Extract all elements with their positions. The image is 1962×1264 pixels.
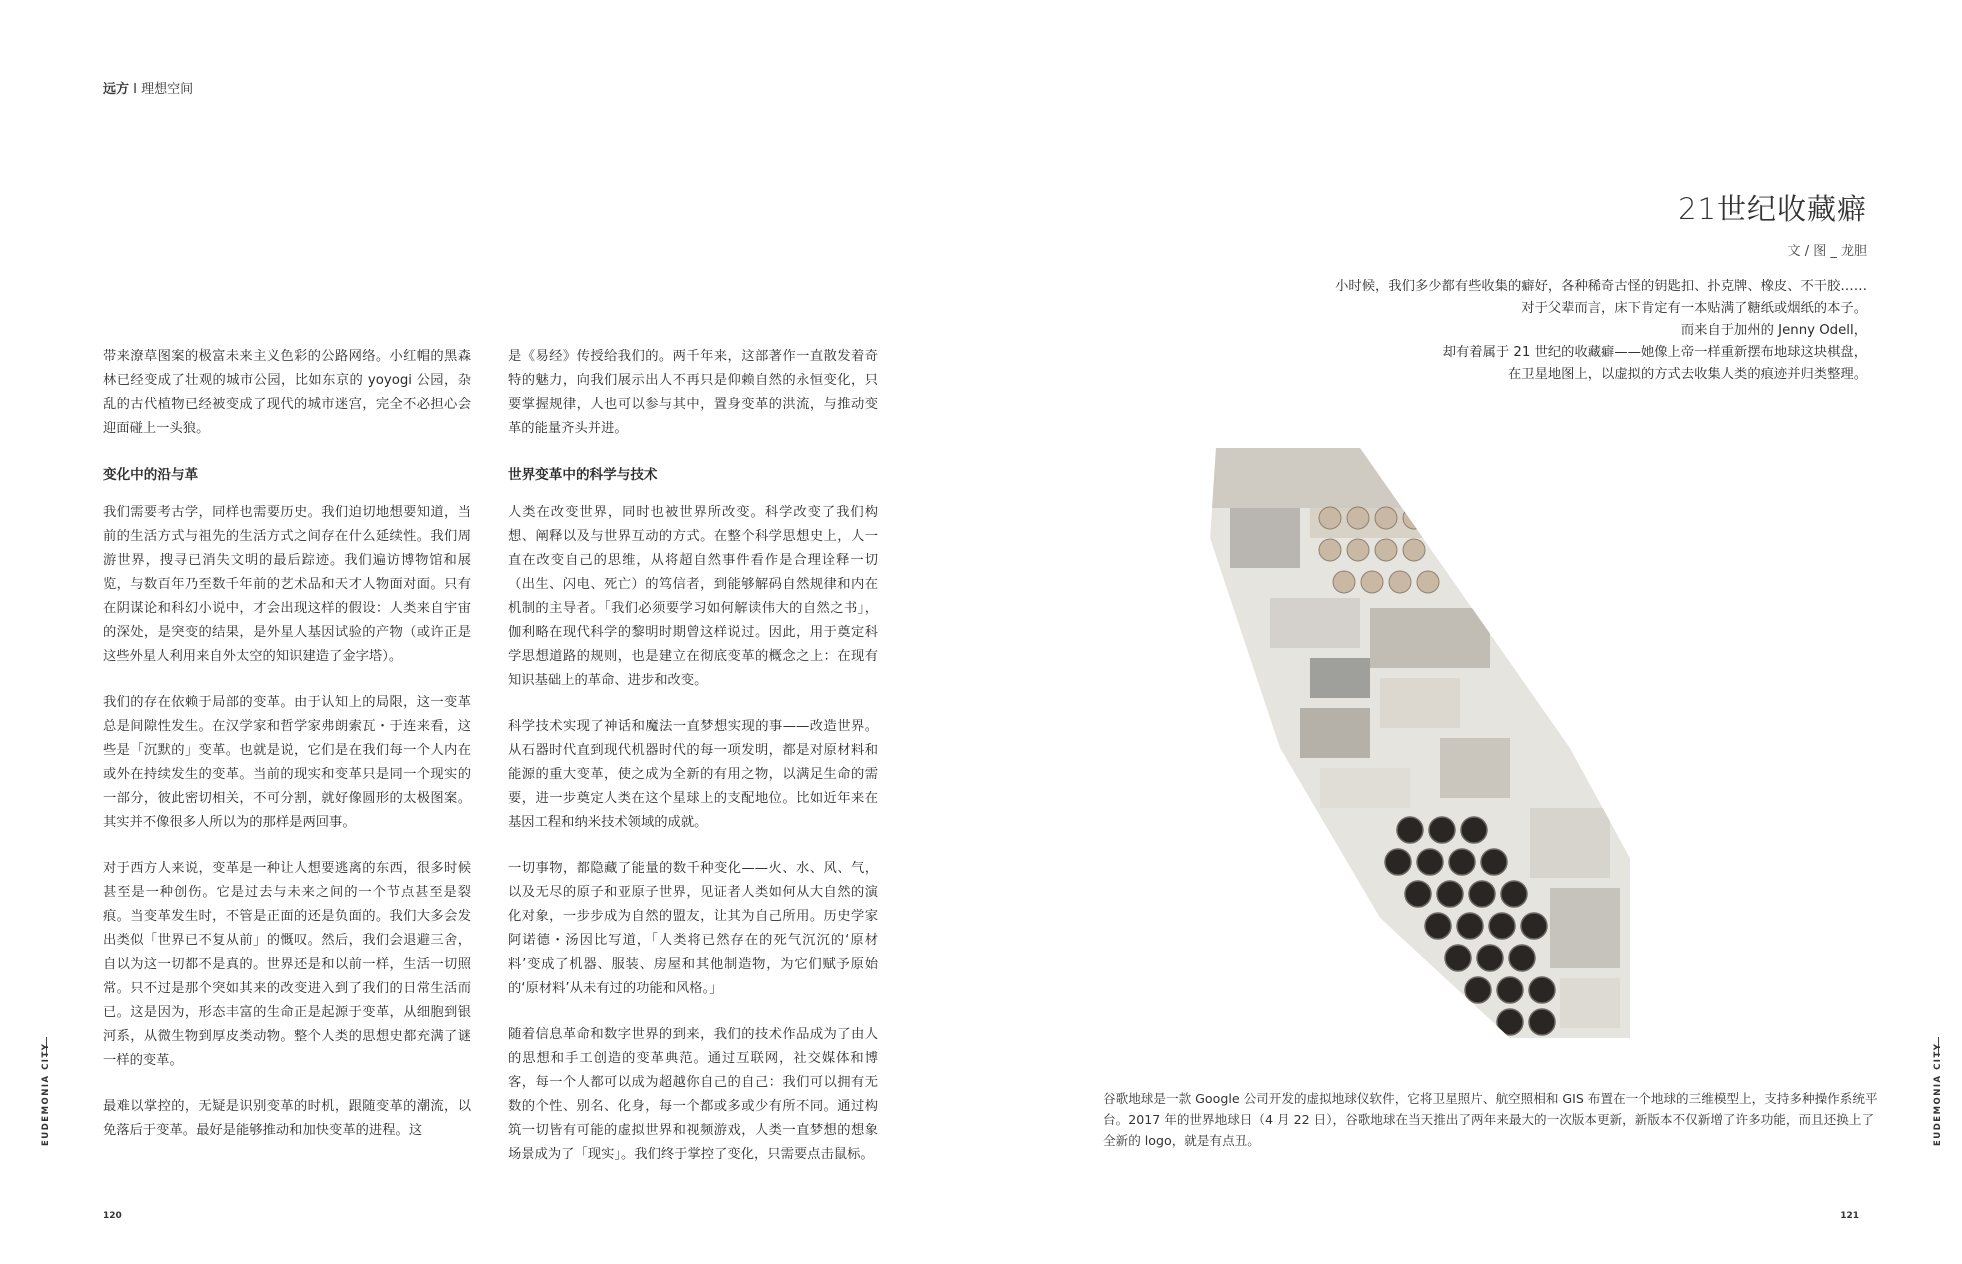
image-caption: 谷歌地球是一款 Google 公司开发的虚拟地球仪软件，它将卫星照片、航空照相和 GIS 布置在一个地球的三维模型上，支持多种操作系统平台。2017 年的世界地球日（4 月 22 日），谷歌地球在当天推出了两年来最大的一次版本更新，新版本不仅新增了许多功能，而且还换上了全新的 logo，就是有点丑。 xyxy=(1103,1091,1878,1148)
page-number-left: 120 xyxy=(103,1211,122,1221)
subsection-name: 理想空间 xyxy=(141,82,194,97)
section-heading: 变化中的沿与革 xyxy=(103,467,199,483)
section-heading: 世界变革中的科学与技术 xyxy=(508,467,658,483)
intro-line: 小时候，我们多少都有些收集的癖好，各种稀奇古怪的钥匙扣、扑克牌、橡皮、不干胶…… xyxy=(1335,279,1867,294)
paragraph: 一切事物，都隐藏了能量的数千种变化——火、水、风、气，以及无尽的原子和亚原子世界，见证者人类如何从大自然的演化对象，一步步成为自然的盟友，让其为自己所用。历史学家阿诺德・汤因比写道，「人类将已然存在的死气沉沉的‘原材料’变成了机器、服装、房屋和其他制造物，为它们赋予原始的‘原材料’从未有过的功能和风格。」 xyxy=(508,861,878,996)
intro-line: 在卫星地图上，以虚拟的方式去收集人类的痕迹并归类整理。 xyxy=(1507,367,1867,382)
side-tab-left: EUDEMONIA CITY xyxy=(41,1042,51,1146)
paragraph: 是《易经》传授给我们的。两千年来，这部著作一直散发着奇特的魅力，向我们展示出人不再只是仰赖自然的永恒变化，只要掌握规律，人也可以参与其中，置身变革的洪流，与推动变革的能量齐头并进。 xyxy=(508,349,878,436)
side-tab-right: EUDEMONIA CITY xyxy=(1933,1042,1943,1146)
intro-line: 对于父辈而言，床下肯定有一本贴满了糖纸或烟纸的本子。 xyxy=(1521,301,1867,316)
paragraph: 我们需要考古学，同样也需要历史。我们迫切地想要知道，当前的生活方式与祖先的生活方式之间存在什么延续性。我们周游世界，搜寻已消失文明的最后踪迹。我们遍访博物馆和展览，与数百年乃至数千年前的艺术品和天才人物面对面。只有在阴谋论和科幻小说中，才会出现这样的假设：人类来自宇宙的深处，是突变的结果，是外星人基因试验的产物（或许正是这些外星人利用来自外太空的知识建造了金字塔）。 xyxy=(103,505,471,664)
byline: 文 / 图 _ 龙胆 xyxy=(1787,244,1867,259)
left-column-2 xyxy=(508,345,878,1189)
paragraph: 带来潦草图案的极富未来主义色彩的公路网络。小红帽的黑森林已经变成了壮观的城市公园，比如东京的 yoyogi 公园，杂乱的古代植物已经被变成了现代的城市迷宫，完全不必担心会迎面碰上一头狼。 xyxy=(103,349,471,436)
paragraph: 人类在改变世界，同时也被世界所改变。科学改变了我们构想、阐释以及与世界互动的方式。在整个科学思想史上，人一直在改变自己的思维，从将超自然事件看作是合理诠释一切（出生、闪电、死亡）的笃信者，到能够解码自然规律和内在机制的主导者。「我们必须要学习如何解读伟大的自然之书」，伽利略在现代科学的黎明时期曾这样说过。因此，用于奠定科学思想道路的规则，也是建立在彻底变革的概念之上：在现有知识基础上的革命、进步和改变。 xyxy=(508,505,878,688)
paragraph: 最难以掌控的，无疑是识别变革的时机，跟随变革的潮流，以免落后于变革。最好是能够推动和加快变革的进程。这 xyxy=(103,1099,471,1138)
section-name: 远方 xyxy=(103,82,130,97)
left-column-1 xyxy=(103,345,471,1165)
separator: I xyxy=(129,82,142,97)
paragraph: 对于西方人来说，变革是一种让人想要逃离的东西，很多时候甚至是一种创伤。它是过去与未来之间的一个节点甚至是裂痕。当变革发生时，不管是正面的还是负面的。我们大多会发出类似「世界已不复从前」的慨叹。然后，我们会退避三舍，自以为这一切都不是真的。世界还是和以前一样，生活一切照常。只不过是那个突如其来的改变进入到了我们的日常生活而已。这是因为，形态丰富的生命正是起源于变革，从细胞到银河系，从微生物到厚皮类动物。整个人类的思想史都充满了谜一样的变革。 xyxy=(103,861,471,1068)
paragraph: 随着信息革命和数字世界的到来，我们的技术作品成为了由人的思想和手工创造的变革典范。通过互联网，社交媒体和博客，每一个人都可以成为超越你自己的自己：我们可以拥有无数的个性、别名、化身，每一个都或多或少有所不同。通过构筑一切皆有可能的虚拟世界和视频游戏，人类一直梦想的想象场景成为了「现实」。我们终于掌控了变化，只需要点击鼠标。 xyxy=(508,1027,878,1162)
intro-line: 却有着属于 21 世纪的收藏癖——她像上帝一样重新摆布地球这块棋盘， xyxy=(1442,345,1867,360)
intro-block xyxy=(1267,276,1867,386)
intro-line: 而来自于加州的 Jenny Odell， xyxy=(1680,323,1867,338)
article-title: 21世纪收藏癖 xyxy=(1678,192,1867,226)
paragraph: 我们的存在依赖于局部的变革。由于认知上的局限，这一变革总是间隙性发生。在汉学家和哲学家弗朗索瓦・于连来看，这些是「沉默的」变革。也就是说，它们是在我们每一个人内在或外在持续发生的变革。当前的现实和变革只是同一个现实的一部分，彼此密切相关，不可分割，就好像圆形的太极图案。其实并不像很多人所以为的那样是两回事。 xyxy=(103,695,471,830)
paragraph: 科学技术实现了神话和魔法一直梦想实现的事——改造世界。从石器时代直到现代机器时代的每一项发明，都是对原材料和能源的重大变革，使之成为全新的有用之物，以满足生命的需要，进一步奠定人类在这个星球上的支配地位。比如近年来在基因工程和纳米技术领域的成就。 xyxy=(508,719,878,830)
aerial-collage-image xyxy=(1210,448,1630,1038)
running-head xyxy=(103,78,193,97)
page-number-right: 121 xyxy=(1840,1211,1859,1221)
